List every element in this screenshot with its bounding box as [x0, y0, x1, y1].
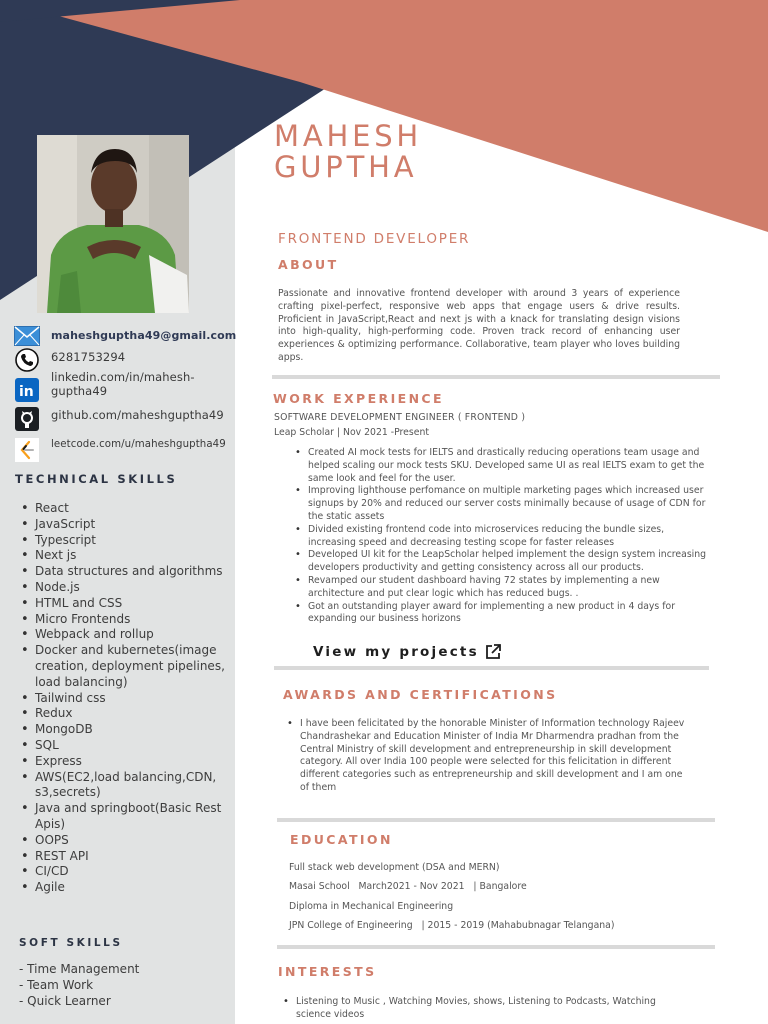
education-heading: EDUCATION [290, 832, 393, 847]
job-role: FRONTEND DEVELOPER [278, 231, 471, 247]
divider-experience [274, 666, 709, 670]
technical-skills-list [19, 501, 229, 896]
contact-leetcode[interactable]: leetcode.com/u/maheshguptha49 [51, 439, 226, 450]
skill-item: • Redux [19, 706, 229, 722]
soft-skill-item: - Team Work [19, 977, 94, 992]
about-text: Passionate and innovative frontend developer with around 3 years of experience crafting pixel-perfect, responsive web apps that engage users & drive results. Proficient in JavaScript,React and next js with a knack for translating design visions into high-quality, high-performing code. Proven track record of enhancing user experiences & optimizing performance. Collaborative, team player who loves building apps. [278, 288, 680, 363]
experience-bullet: • Divided existing frontend code into microservices reducing the bundle sizes, increasing speed and decreasing testing scope for faster releases [294, 524, 707, 550]
job-company: Leap Scholar | Nov 2021 -Present [274, 427, 429, 438]
experience-bullet: • Revamped our student dashboard having 72 states by implementing a new architecture and put clear logic which has reduced bugs. . [294, 575, 707, 601]
linkedin-icon [14, 378, 40, 402]
awards-heading: AWARDS AND CERTIFICATIONS [283, 687, 558, 702]
interest-bullet: • Listening to Music , Watching Movies, shows, Listening to Podcasts, Watching science videos [282, 996, 682, 1022]
skill-item: • Docker and kubernetes(image creation, deployment pipelines, load balancing) [19, 643, 229, 690]
profile-photo [37, 135, 189, 313]
award-bullet: • I have been felicitated by the honorable Minister of Information technology Rajeev Chandrashekar and Education Minister of India Mr Dharmendra pradhan from the Central Ministry of skill development and entrepreneurship in skill development category. All over India 100 people were selected for this felicitation in different different categories such as entrepreneurship and skill development and I am one of them [286, 718, 686, 795]
view-projects-link[interactable] [313, 643, 502, 661]
svg-text:in: in [19, 384, 34, 400]
soft-skills-list [19, 962, 139, 1009]
sidebar [0, 0, 235, 1024]
soft-skill-item: - Time Management [19, 962, 140, 976]
contact-phone[interactable]: 6281753294 [51, 350, 126, 364]
first-name: MAHESH [274, 119, 423, 153]
phone-icon [14, 348, 40, 372]
skill-item: • MongoDB [19, 722, 229, 738]
divider-awards [277, 818, 715, 822]
skill-item: • React [19, 501, 229, 517]
contact-email[interactable]: maheshguptha49@gmail.com [51, 329, 237, 342]
interests-heading: INTERESTS [278, 964, 377, 979]
github-icon [14, 407, 40, 431]
email-icon [14, 324, 40, 348]
divider-about [272, 375, 720, 379]
main-content [235, 0, 768, 1024]
technical-skills-heading: TECHNICAL SKILLS [15, 472, 178, 486]
contact-linkedin[interactable] [51, 370, 195, 398]
soft-skill-item: - Quick Learner [19, 993, 111, 1008]
skill-item: • Micro Frontends [19, 612, 229, 628]
skill-item: • AWS(EC2,load balancing,CDN, s3,secrets) [19, 770, 229, 802]
skill-item: • Agile [19, 880, 229, 896]
education-school: Masai School March2021 - Nov 2021 | Bangalore [289, 881, 527, 892]
last-name: GUPTHA [274, 150, 418, 184]
education-course: Full stack web development (DSA and MERN) [289, 862, 500, 873]
interests-bullets [282, 996, 682, 1022]
contact-linkedin-row[interactable] [14, 370, 195, 402]
contact-github[interactable]: github.com/maheshguptha49 [51, 408, 224, 422]
candidate-name [274, 121, 422, 183]
skill-item: • Next js [19, 548, 229, 564]
awards-bullets [286, 718, 686, 795]
skill-item: • SQL [19, 738, 229, 754]
leetcode-icon [14, 438, 40, 462]
skill-item: • Node.js [19, 580, 229, 596]
skill-item: • CI/CD [19, 864, 229, 880]
skill-item: • Typescript [19, 533, 229, 549]
experience-bullet: • Got an outstanding player award for implementing a new product in 4 days for expanding our business horizons [294, 601, 707, 627]
about-heading: ABOUT [278, 257, 339, 272]
skill-item: • Java and springboot(Basic Rest Apis) [19, 801, 229, 833]
experience-bullet: • Created AI mock tests for IELTS and drastically reducing operations team usage and helped scaling our mock tests SKU. Developed same UI as real IELTS exam to get the same look and feel for the user. [294, 447, 707, 485]
work-experience-heading: WORK EXPERIENCE [273, 391, 444, 406]
skill-item: • Webpack and rollup [19, 627, 229, 643]
skill-item: • Tailwind css [19, 691, 229, 707]
skill-item: • JavaScript [19, 517, 229, 533]
skill-item: • OOPS [19, 833, 229, 849]
education-diploma: Diploma in Mechanical Engineering [289, 901, 454, 912]
skill-item: • HTML and CSS [19, 596, 229, 612]
contact-phone-row[interactable] [14, 348, 125, 372]
experience-bullet: • Developed UI kit for the LeapScholar helped implement the design system increasing developers productivity and getting consistency across all our products. [294, 549, 707, 575]
education-college: JPN College of Engineering | 2015 - 2019 (Mahabubnagar Telangana) [289, 920, 615, 931]
job-title: SOFTWARE DEVELOPMENT ENGINEER ( FRONTEND ) [274, 412, 526, 423]
skill-item: • Data structures and algorithms [19, 564, 229, 580]
linkedin-line-1: linkedin.com/in/mahesh- [51, 370, 195, 384]
skill-item: • REST API [19, 849, 229, 865]
experience-bullets [294, 447, 707, 626]
external-link-icon [484, 643, 502, 661]
linkedin-line-2: guptha49 [51, 384, 108, 398]
experience-bullet: • Improving lighthouse perfomance on multiple marketing pages which increased user signups by 20% and reduced our server costs minimally because of usage of CDN for the static assets [294, 485, 707, 523]
contact-github-row[interactable] [14, 407, 224, 431]
divider-education [277, 945, 715, 949]
soft-skills-heading: SOFT SKILLS [19, 937, 123, 949]
view-projects-label: View my projects [313, 644, 479, 660]
contact-leetcode-row[interactable] [14, 438, 226, 462]
skill-item: • Express [19, 754, 229, 770]
contact-email-row[interactable] [14, 324, 236, 348]
